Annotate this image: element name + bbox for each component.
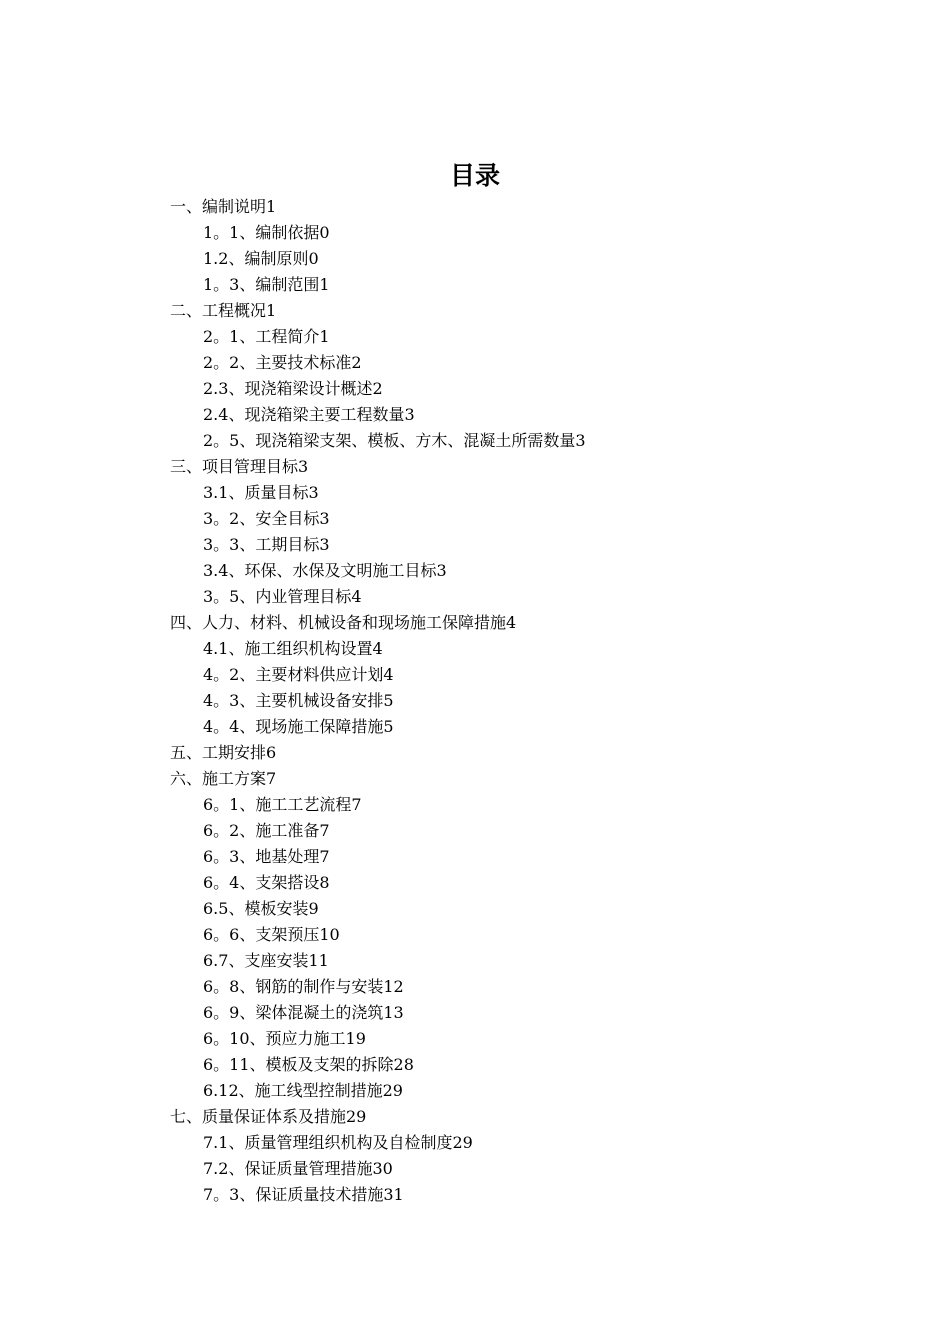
toc-section-entry: 7.2、保证质量管理措施30 — [203, 1159, 393, 1178]
toc-section-entry: 6。2、施工准备7 — [203, 821, 330, 840]
toc-chapter-entry: 五、工期安排6 — [170, 743, 277, 762]
toc-section-entry: 3.1、质量目标3 — [203, 483, 319, 502]
toc-section-entry: 6。6、支架预压10 — [203, 925, 340, 944]
toc-section-entry: 2。1、工程简介1 — [203, 327, 330, 346]
toc-section-entry: 2。2、主要技术标准2 — [203, 353, 362, 372]
toc-section-entry: 2.3、现浇箱梁设计概述2 — [203, 379, 383, 398]
toc-chapter-entry: 三、项目管理目标3 — [170, 457, 309, 476]
toc-section-entry: 2。5、现浇箱梁支架、模板、方木、混凝土所需数量3 — [203, 431, 586, 450]
toc-section-entry: 6。11、模板及支架的拆除28 — [203, 1055, 414, 1074]
toc-section-entry: 6.7、支座安装11 — [203, 951, 329, 970]
toc-section-entry: 3。3、工期目标3 — [203, 535, 330, 554]
toc-section-entry: 6。4、支架搭设8 — [203, 873, 330, 892]
toc-section-entry: 4。2、主要材料供应计划4 — [203, 665, 394, 684]
toc-section-entry: 4。3、主要机械设备安排5 — [203, 691, 394, 710]
toc-section-entry: 6。3、地基处理7 — [203, 847, 330, 866]
toc-section-entry: 6.5、模板安装9 — [203, 899, 319, 918]
toc-chapter-entry: 七、质量保证体系及措施29 — [170, 1107, 367, 1126]
toc-section-entry: 6.12、施工线型控制措施29 — [203, 1081, 403, 1100]
toc-section-entry: 3。2、安全目标3 — [203, 509, 330, 528]
toc-section-entry: 7.1、质量管理组织机构及自检制度29 — [203, 1133, 473, 1152]
toc-chapter-entry: 六、施工方案7 — [170, 769, 277, 788]
toc-section-entry: 3。5、内业管理目标4 — [203, 587, 362, 606]
toc-section-entry: 4。4、现场施工保障措施5 — [203, 717, 394, 736]
toc-section-entry: 1。3、编制范围1 — [203, 275, 330, 294]
toc-section-entry: 3.4、环保、水保及文明施工目标3 — [203, 561, 447, 580]
toc-section-entry: 1。1、编制依据0 — [203, 223, 330, 242]
toc-section-entry: 7。3、保证质量技术措施31 — [203, 1185, 404, 1204]
toc-section-entry: 6。1、施工工艺流程7 — [203, 795, 362, 814]
toc-chapter-entry: 二、工程概况1 — [170, 301, 277, 320]
toc-section-entry: 6。8、钢筋的制作与安装12 — [203, 977, 404, 996]
toc-chapter-entry: 四、人力、材料、机械设备和现场施工保障措施4 — [170, 613, 517, 632]
toc-chapter-entry: 一、编制说明1 — [170, 197, 277, 216]
toc-section-entry: 6。9、梁体混凝土的浇筑13 — [203, 1003, 404, 1022]
toc-section-entry: 6。10、预应力施工19 — [203, 1029, 366, 1048]
toc-section-entry: 4.1、施工组织机构设置4 — [203, 639, 383, 658]
table-of-contents — [0, 194, 950, 1208]
page-title: 目录 — [449, 161, 500, 190]
toc-section-entry: 1.2、编制原则0 — [203, 249, 319, 268]
toc-section-entry: 2.4、现浇箱梁主要工程数量3 — [203, 405, 415, 424]
